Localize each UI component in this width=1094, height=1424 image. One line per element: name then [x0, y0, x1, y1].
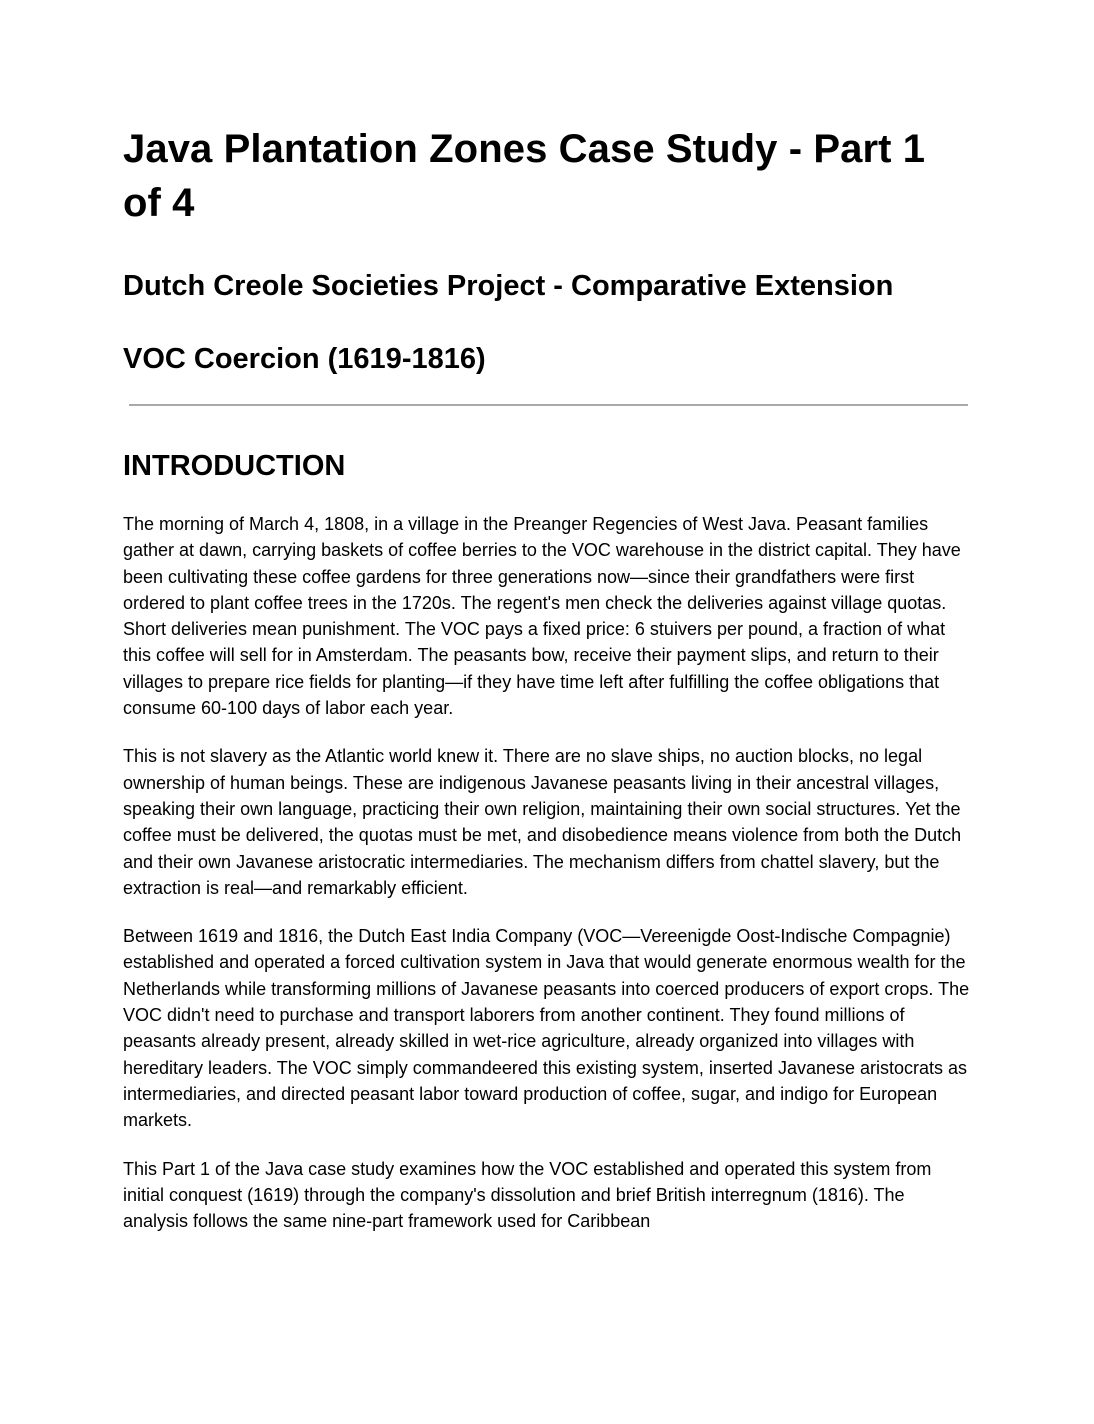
paragraph: This is not slavery as the Atlantic world knew it. There are no slave ships, no auction blocks, no legal ownership of human beings. These are indigenous Javanese peasants living in their ancestral villages, speaking their own language, practicing their own religion, maintaining their own social structures. Yet the coffee must be delivered, the quotas must be met, and disobedience means violence from both the Dutch and their own Javanese aristocratic intermediaries. The mechanism differs from chattel slavery, but the extraction is real—and remarkably efficient. — [123, 746, 962, 898]
paragraph: Between 1619 and 1816, the Dutch East India Company (VOC—Vereenigde Oost-Indische Compagnie) established and operated a forced cultivation system in Java that would generate enormous wealth for the Netherlands while transforming millions of Javanese peasants into coerced producers of export crops. The VOC didn't need to purchase and transport laborers from another continent. They found millions of peasants already present, already skilled in wet-rice agriculture, already organized into villages with hereditary leaders. The VOC simply commandeered this existing system, inserted Javanese aristocrats as intermediaries, and directed peasant labor toward production of coffee, sugar, and indigo for European markets. — [123, 926, 970, 1131]
document-title: Java Plantation Zones Case Study - Part 1 of 4 — [123, 127, 926, 225]
period-heading: VOC Coercion (1619-1816) — [123, 343, 486, 375]
paragraph: The morning of March 4, 1808, in a village in the Preanger Regencies of West Java. Peasant families gather at dawn, carrying baskets of coffee berries to the VOC warehouse in the district capital. They have been cultivating these coffee gardens for three generations now—since their grandfathers were first ordered to plant coffee trees in the 1720s. The regent's men check the deliveries against village quotas. Short deliveries mean punishment. The VOC pays a fixed price: 6 stuivers per pound, a fraction of what this coffee will sell for in Amsterdam. The peasants bow, receive their payment slips, and return to their villages to prepare rice fields for planting—if they have time left after fulfilling the coffee obligations that consume 60-100 days of labor each year. — [123, 514, 961, 719]
introduction-body — [123, 511, 973, 1256]
horizontal-divider — [129, 404, 968, 406]
project-subtitle: Dutch Creole Societies Project - Comparative Extension — [123, 270, 894, 302]
section-heading-introduction: INTRODUCTION — [123, 450, 346, 482]
paragraph: This Part 1 of the Java case study examines how the VOC established and operated this system from initial conquest (1619) through the company's dissolution and brief British interregnum (1816). The analysis follows the same nine-part framework used for Caribbean — [123, 1158, 932, 1232]
